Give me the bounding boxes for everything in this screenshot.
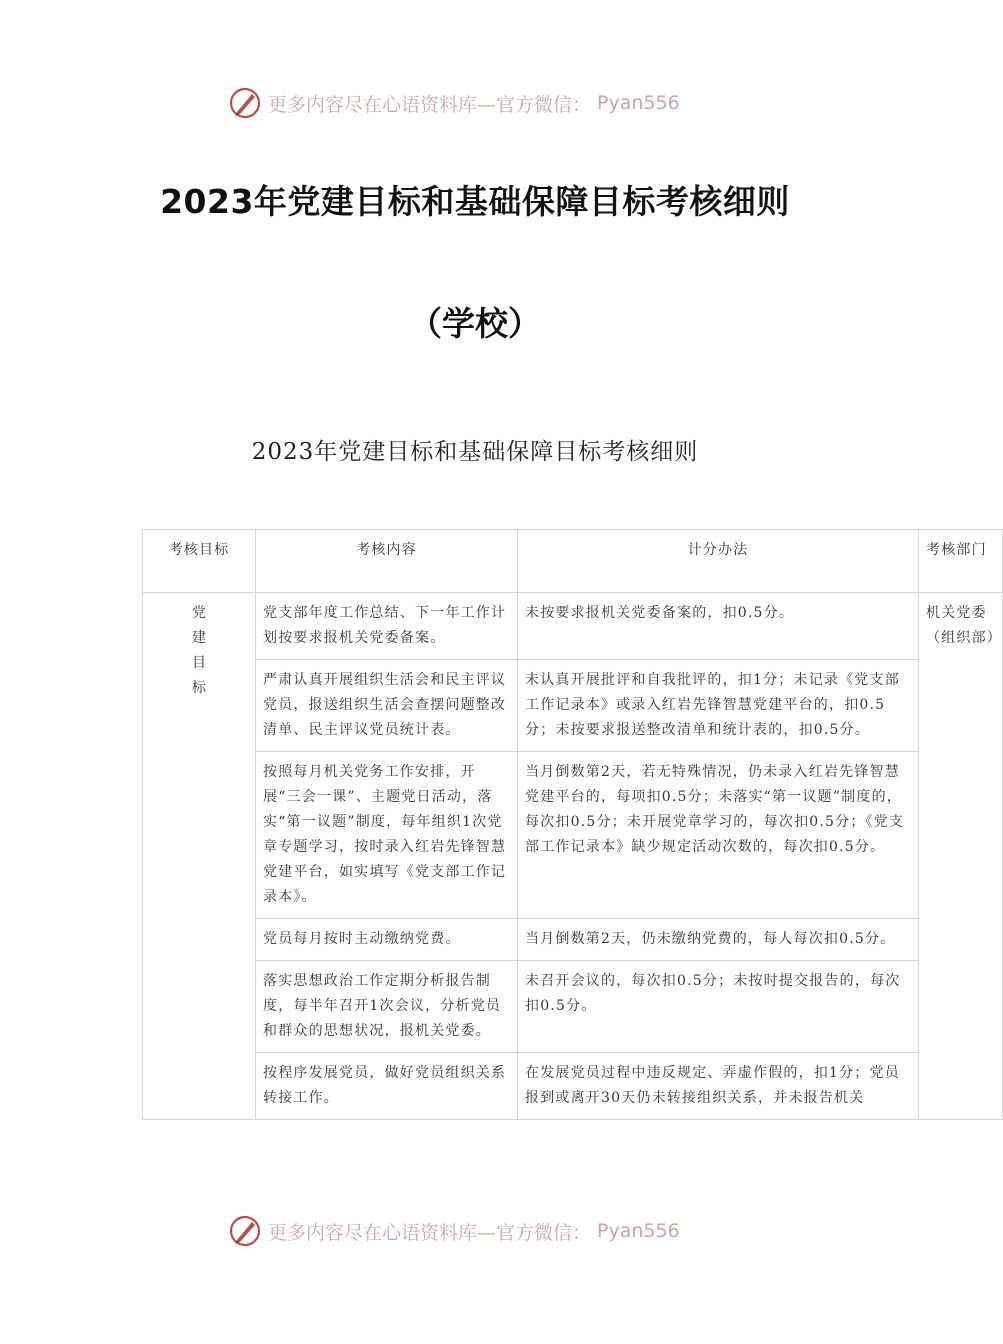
header-scoring: 计分办法 — [518, 530, 919, 593]
table-row — [143, 1053, 1003, 1120]
assessment-table-container — [142, 529, 1002, 1172]
banner-text: 更多内容尽在心语资料库—官方微信： — [268, 1221, 592, 1244]
scoring-cell: 在发展党员过程中违反规定、弄虚作假的，扣1分；党员报到或离开30天仍未转接组织关系，并未报告机关 — [518, 1053, 919, 1120]
scoring-cell: 未认真开展批评和自我批评的，扣1分；未记录《党支部工作记录本》或录入红岩先锋智慧党建平台的，扣0.5分；未按要求报送整改清单和统计表的，扣0.5分。 — [518, 660, 919, 752]
header-goal: 考核目标 — [143, 530, 256, 593]
scoring-cell: 当月倒数第2天，若无特殊情况，仍未录入红岩先锋智慧党建平台的，每项扣0.5分；未落实“第一议题”制度的，每次扣0.5分；未开展党章学习的，每次扣0.5分；《党支部工作记录本》缺少规定活动次数的，每次扣0.5分。 — [518, 752, 919, 919]
table-title: 2023年党建目标和基础保障目标考核细则 — [251, 439, 699, 465]
table-row — [143, 961, 1003, 1053]
watermark-banner-bottom — [228, 1211, 680, 1251]
header-content: 考核内容 — [256, 530, 518, 593]
table-row — [143, 752, 1003, 919]
table-row — [143, 593, 1003, 660]
pen-logo-icon — [228, 86, 262, 120]
assessment-table — [142, 529, 1003, 1120]
dept-cell: 机关党委（组织部） — [919, 593, 1003, 1120]
banner-text: 更多内容尽在心语资料库—官方微信： — [268, 93, 592, 116]
table-header-row — [143, 530, 1003, 593]
content-cell: 按程序发展党员，做好党员组织关系转接工作。 — [256, 1053, 518, 1120]
banner-handle: Pyan556 — [597, 1220, 680, 1242]
scoring-cell: 未召开会议的，每次扣0.5分；未按时提交报告的，每次扣0.5分。 — [518, 961, 919, 1053]
header-dept: 考核部门 — [919, 530, 1003, 593]
scoring-cell: 未按要求报机关党委备案的，扣0.5分。 — [518, 593, 919, 660]
content-cell: 党支部年度工作总结、下一年工作计划按要求报机关党委备案。 — [256, 593, 518, 660]
document-title: 2023年党建目标和基础保障目标考核细则 — [160, 182, 790, 221]
content-cell: 党员每月按时主动缴纳党费。 — [256, 919, 518, 961]
table-row — [143, 660, 1003, 752]
goal-text: 党建目标 — [192, 605, 208, 696]
content-cell: 落实思想政治工作定期分析报告制度，每半年召开1次会议，分析党员和群众的思想状况，报机关党委。 — [256, 961, 518, 1053]
content-cell: 按照每月机关党务工作安排，开展“三会一课”、主题党日活动，落实“第一议题”制度，每年组织1次党章专题学习，按时录入红岩先锋智慧党建平台，如实填写《党支部工作记录本》。 — [256, 752, 518, 919]
content-cell: 严肃认真开展组织生活会和民主评议党员，报送组织生活会查摆问题整改清单、民主评议党员统计表。 — [256, 660, 518, 752]
banner-handle: Pyan556 — [597, 92, 680, 114]
watermark-banner-top — [228, 83, 680, 123]
scoring-cell: 当月倒数第2天，仍未缴纳党费的，每人每次扣0.5分。 — [518, 919, 919, 961]
document-subtitle: （学校） — [409, 304, 541, 343]
table-row — [143, 919, 1003, 961]
pen-logo-icon — [228, 1214, 262, 1248]
goal-cell — [143, 593, 256, 1120]
